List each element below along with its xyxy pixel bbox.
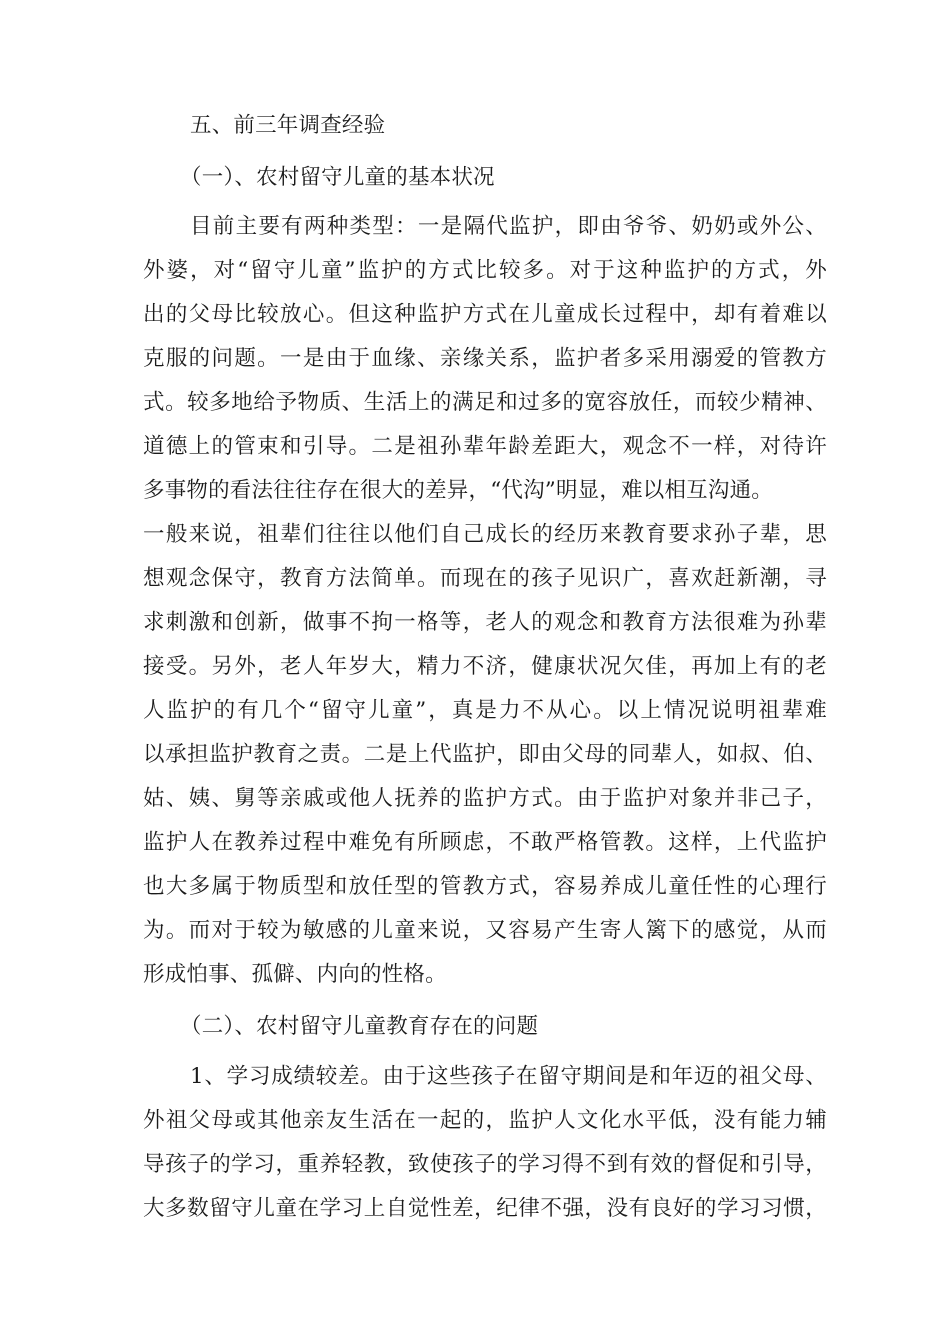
paragraph-line: 目前主要有两种类型：一是隔代监护，即由爷爷、奶奶或外公、 bbox=[190, 214, 827, 239]
paragraph-line: 接受。另外，老人年岁大，精力不济，健康状况欠佳，再加上有的老 bbox=[143, 654, 827, 679]
paragraph-line: 也大多属于物质型和放任型的管教方式，容易养成儿童任性的心理行 bbox=[143, 874, 827, 899]
paragraph-line: 外祖父母或其他亲友生活在一起的，监护人文化水平低，没有能力辅 bbox=[143, 1108, 827, 1133]
paragraph-line: 姑、姨、舅等亲戚或他人抚养的监护方式。由于监护对象并非己子， bbox=[143, 786, 827, 811]
paragraph-line: 式。较多地给予物质、生活上的满足和过多的宽容放任，而较少精神、 bbox=[143, 390, 827, 415]
paragraph-line: 为。而对于较为敏感的儿童来说，又容易产生寄人篱下的感觉，从而 bbox=[143, 918, 827, 943]
paragraph-line: 求刺激和创新，做事不拘一格等，老人的观念和教育方法很难为孙辈 bbox=[143, 610, 827, 635]
paragraph-line: 形成怕事、孤僻、内向的性格。 bbox=[143, 962, 447, 987]
paragraph-line: 大多数留守儿童在学习上自觉性差，纪律不强，没有良好的学习习惯， bbox=[143, 1196, 827, 1221]
paragraph-line: 多事物的看法往往存在很大的差异，“代沟”明显，难以相互沟通。 bbox=[143, 478, 773, 503]
paragraph-line: 想观念保守，教育方法简单。而现在的孩子见识广，喜欢赶新潮，寻 bbox=[143, 566, 827, 591]
paragraph-line: 监护人在教养过程中难免有所顾虑，不敢严格管教。这样，上代监护 bbox=[143, 830, 827, 855]
paragraph-line: 1、学习成绩较差。由于这些孩子在留守期间是和年迈的祖父母、 bbox=[190, 1064, 827, 1089]
paragraph-line: 道德上的管束和引导。二是祖孙辈年龄差距大，观念不一样，对待许 bbox=[143, 434, 827, 459]
paragraph-line: 人监护的有几个“留守儿童”，真是力不从心。以上情况说明祖辈难 bbox=[143, 698, 827, 723]
subsection-heading-2: （二）、农村留守儿童教育存在的问题 bbox=[180, 1014, 539, 1039]
paragraph-line: 出的父母比较放心。但这种监护方式在儿童成长过程中，却有着难以 bbox=[143, 302, 827, 327]
paragraph-line: 克服的问题。一是由于血缘、亲缘关系，监护者多采用溺爱的管教方 bbox=[143, 346, 827, 371]
paragraph-line: 以承担监护教育之责。二是上代监护，即由父母的同辈人，如叔、伯、 bbox=[143, 742, 827, 767]
subsection-heading-1: （一）、农村留守儿童的基本状况 bbox=[180, 165, 495, 190]
section-heading: 五、前三年调查经验 bbox=[190, 113, 386, 138]
paragraph-line: 导孩子的学习，重养轻教，致使孩子的学习得不到有效的督促和引导， bbox=[143, 1152, 827, 1177]
paragraph-line: 外婆，对“留守儿童”监护的方式比较多。对于这种监护的方式，外 bbox=[143, 258, 827, 283]
paragraph-line: 一般来说，祖辈们往往以他们自己成长的经历来教育要求孙子辈，思 bbox=[143, 522, 827, 547]
